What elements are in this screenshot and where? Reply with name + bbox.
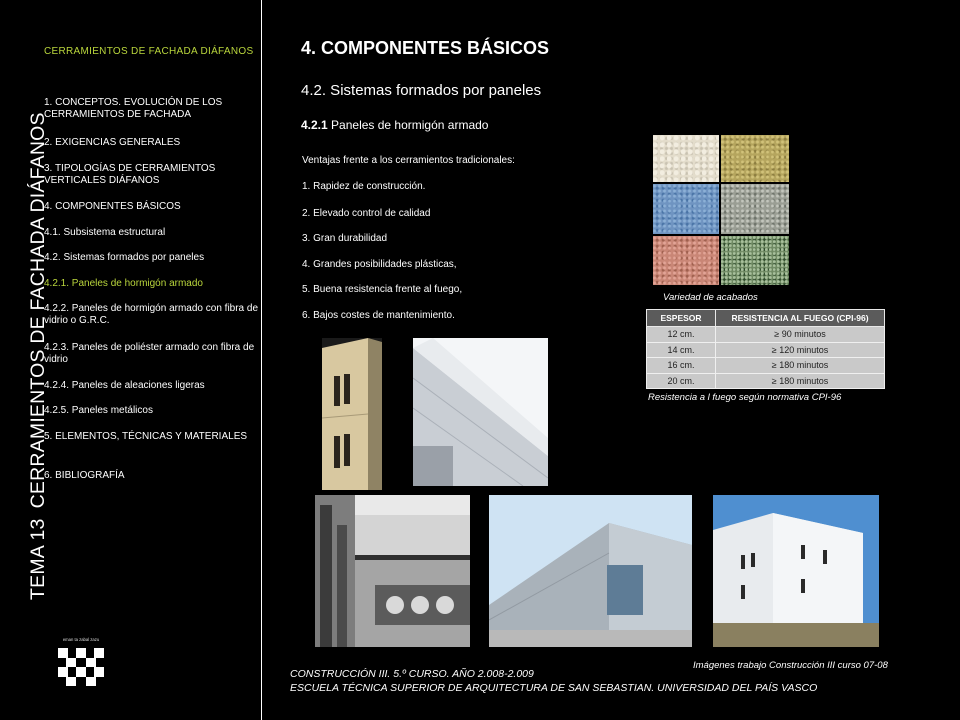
- finish-swatch: [721, 135, 789, 182]
- sidebar-item-exigencias[interactable]: 2. EXIGENCIAS GENERALES: [44, 137, 181, 148]
- table-cell: ≥ 120 minutos: [716, 342, 885, 358]
- sidebar-item-componentes[interactable]: 4. COMPONENTES BÁSICOS: [44, 201, 181, 212]
- sidebar-item-metalicos[interactable]: 4.2.5. Paneles metálicos: [44, 405, 153, 416]
- fire-table-caption: Resistencia a l fuego según normativa CPI-96: [648, 392, 842, 403]
- finish-swatch: [653, 236, 719, 285]
- warehouse-photo: [489, 495, 692, 647]
- section-heading-text: Paneles de hormigón armado: [327, 118, 489, 132]
- images-caption: Imágenes trabajo Construcción III curso 07-08: [693, 660, 888, 671]
- sidebar-header: CERRAMIENTOS DE FACHADA DIÁFANOS: [44, 46, 254, 57]
- sidebar-item-poliester[interactable]: 4.2.3. Paneles de poliéster armado con fibra de vidrio: [44, 342, 255, 365]
- page-title: 4. COMPONENTES BÁSICOS: [301, 38, 550, 58]
- table-header: ESPESOR: [647, 310, 716, 327]
- table-cell: 20 cm.: [647, 373, 716, 389]
- finish-swatch: [721, 236, 789, 285]
- logo-motto: eman ta zabal zazu: [62, 637, 100, 642]
- advantages-intro: Ventajas frente a los cerramientos tradicionales:: [302, 155, 515, 166]
- sidebar-item-grc[interactable]: 4.2.2. Paneles de hormigón armado con fibra de vidrio o G.R.C.: [44, 303, 259, 326]
- vertical-title-topic: TEMA 13: [27, 518, 49, 600]
- finish-swatches: [653, 135, 789, 283]
- sidebar-item-aleaciones[interactable]: 4.2.4. Paneles de aleaciones ligeras: [44, 380, 205, 391]
- sidebar-item-paneles[interactable]: 4.2. Sistemas formados por paneles: [44, 252, 205, 263]
- fire-resistance-table: [646, 309, 885, 389]
- sidebar-item-tipologias[interactable]: 3. TIPOLOGÍAS DE CERRAMIENTOS VERTICALES DIÁFANOS: [44, 163, 216, 186]
- finish-swatch: [721, 184, 789, 234]
- advantage-item: 2. Elevado control de calidad: [302, 208, 431, 219]
- advantage-item: 4. Grandes posibilidades plásticas,: [302, 259, 457, 270]
- table-cell: ≥ 90 minutos: [716, 327, 885, 343]
- table-cell: 12 cm.: [647, 327, 716, 343]
- university-logo: [52, 636, 110, 690]
- white-cube-building-photo: [713, 495, 879, 647]
- sidebar-item-hormigon-armado[interactable]: 4.2.1. Paneles de hormigón armado: [44, 278, 203, 289]
- table-header: RESISTENCIA AL FUEGO (CPI-96): [716, 310, 885, 327]
- table-cell: 16 cm.: [647, 358, 716, 374]
- sidebar-item-conceptos[interactable]: 1. CONCEPTOS. EVOLUCIÓN DE LOS CERRAMIENTOS DE FACHADA: [44, 97, 223, 120]
- sidebar-item-bibliografia[interactable]: 6. BIBLIOGRAFÍA: [44, 470, 125, 481]
- finishes-caption: Variedad de acabados: [663, 292, 758, 303]
- section-heading: [301, 118, 488, 132]
- advantage-item: 1. Rapidez de construcción.: [302, 181, 426, 192]
- section-number: 4.2.1: [301, 118, 328, 132]
- table-cell: 14 cm.: [647, 342, 716, 358]
- finish-swatch: [653, 135, 719, 182]
- finish-swatch: [653, 184, 719, 234]
- vertical-title-subject: CERRAMIENTOS DE FACHADA DIÁFANOS: [27, 112, 49, 509]
- table-row: [647, 358, 885, 374]
- advantage-item: 5. Buena resistencia frente al fuego,: [302, 284, 463, 295]
- footer-course: CONSTRUCCIÓN III. 5.º CURSO. AÑO 2.008-2.009: [290, 668, 534, 680]
- advantage-item: 6. Bajos costes de mantenimiento.: [302, 310, 455, 321]
- advantage-item: 3. Gran durabilidad: [302, 233, 388, 244]
- page-subtitle: 4.2. Sistemas formados por paneles: [301, 82, 542, 99]
- table-cell: ≥ 180 minutos: [716, 373, 885, 389]
- footer-school: ESCUELA TÉCNICA SUPERIOR DE ARQUITECTURA DE SAN SEBASTIAN. UNIVERSIDAD DEL PAÍS VASCO: [290, 682, 818, 694]
- sidebar-nav: [44, 46, 264, 481]
- table-row: [647, 327, 885, 343]
- concrete-building-photo: [315, 495, 470, 647]
- sidebar-item-elementos[interactable]: 5. ELEMENTOS, TÉCNICAS Y MATERIALES: [44, 431, 248, 442]
- white-building-photo: [413, 338, 548, 486]
- table-row: [647, 342, 885, 358]
- facade-photo: [322, 338, 382, 490]
- table-cell: ≥ 180 minutos: [716, 358, 885, 374]
- table-row: [647, 373, 885, 389]
- sidebar-item-subsistema[interactable]: 4.1. Subsistema estructural: [44, 227, 166, 238]
